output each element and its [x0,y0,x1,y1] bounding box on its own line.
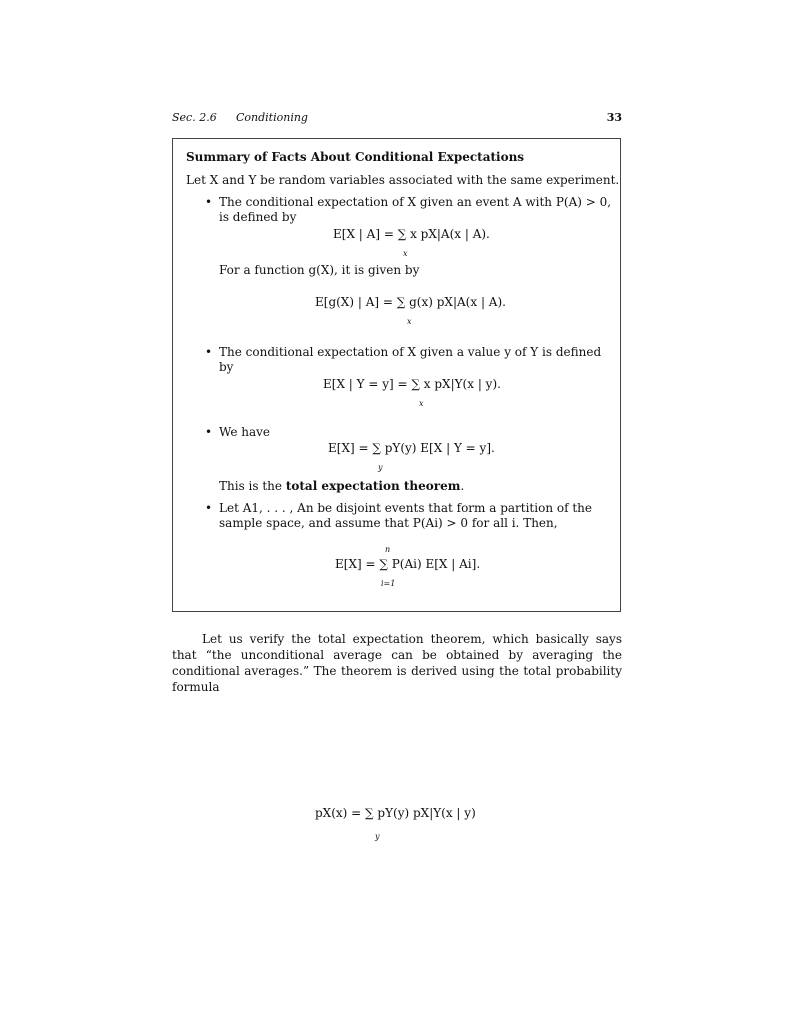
equation-text: E[X] = ∑ P(Ai) E[X | Ai]. [335,557,481,571]
equation [335,545,481,588]
equation-subscript: x [403,249,408,258]
equation-subscript: x [407,317,412,326]
body-paragraph [172,631,622,695]
equation-subscript: x [419,399,424,408]
equation [323,377,501,408]
total-probability-equation [315,806,476,841]
equation-text: E[g(X) | A] = ∑ g(x) pX|A(x | A). [315,295,506,309]
equation-text: E[X | A] = ∑ x pX|A(x | A). [333,227,490,241]
bullet-text: The conditional expectation of X given an event A with P(A) > 0, is defined by [219,195,612,224]
bullet-continuation [219,479,464,493]
equation [315,295,506,326]
section-number: Sec. 2.6 [172,111,217,124]
bullet-dot: • [205,425,213,439]
equation [328,441,495,472]
equation-subscript: y [375,832,380,841]
page-number: 33 [606,111,622,124]
bullet-text: We have [219,425,271,439]
equation-text: E[X] = ∑ pY(y) E[X | Y = y]. [328,441,495,455]
bullet-text: The conditional expectation of X given a value y of Y is defined by [219,345,602,374]
equation [333,227,490,258]
paragraph-text: Let us verify the total expectation theorem, which basically says that “the unconditional average can be obtained by averaging the conditional averages.” The theorem is derived using the total probability formula [172,632,622,694]
theorem-suffix: . [460,479,465,493]
running-header [172,111,622,127]
equation-subscript: i=1 [381,579,396,588]
equation-text: pX(x) = ∑ pY(y) pX|Y(x | y) [315,806,476,820]
bullet-dot: • [205,501,213,515]
summary-box [172,138,621,612]
equation-text: E[X | Y = y] = ∑ x pX|Y(x | y). [323,377,501,391]
theorem-prefix: This is the [219,479,286,493]
theorem-name: total expectation theorem [285,479,461,493]
summary-intro: Let X and Y be random variables associated with the same experiment. [186,173,620,187]
equation-subscript: y [378,463,383,472]
bullet-dot: • [205,195,213,209]
summary-title: Summary of Facts About Conditional Expectations [186,150,525,164]
equation-superscript: n [385,545,391,554]
bullet-text: Let A1, . . . , An be disjoint events that form a partition of the sample space, and assume that P(Ai) > 0 for all i. Then, [219,501,592,530]
chapter-title: Conditioning [236,111,308,124]
bullet-dot: • [205,345,213,359]
bullet-continuation: For a function g(X), it is given by [219,263,420,277]
